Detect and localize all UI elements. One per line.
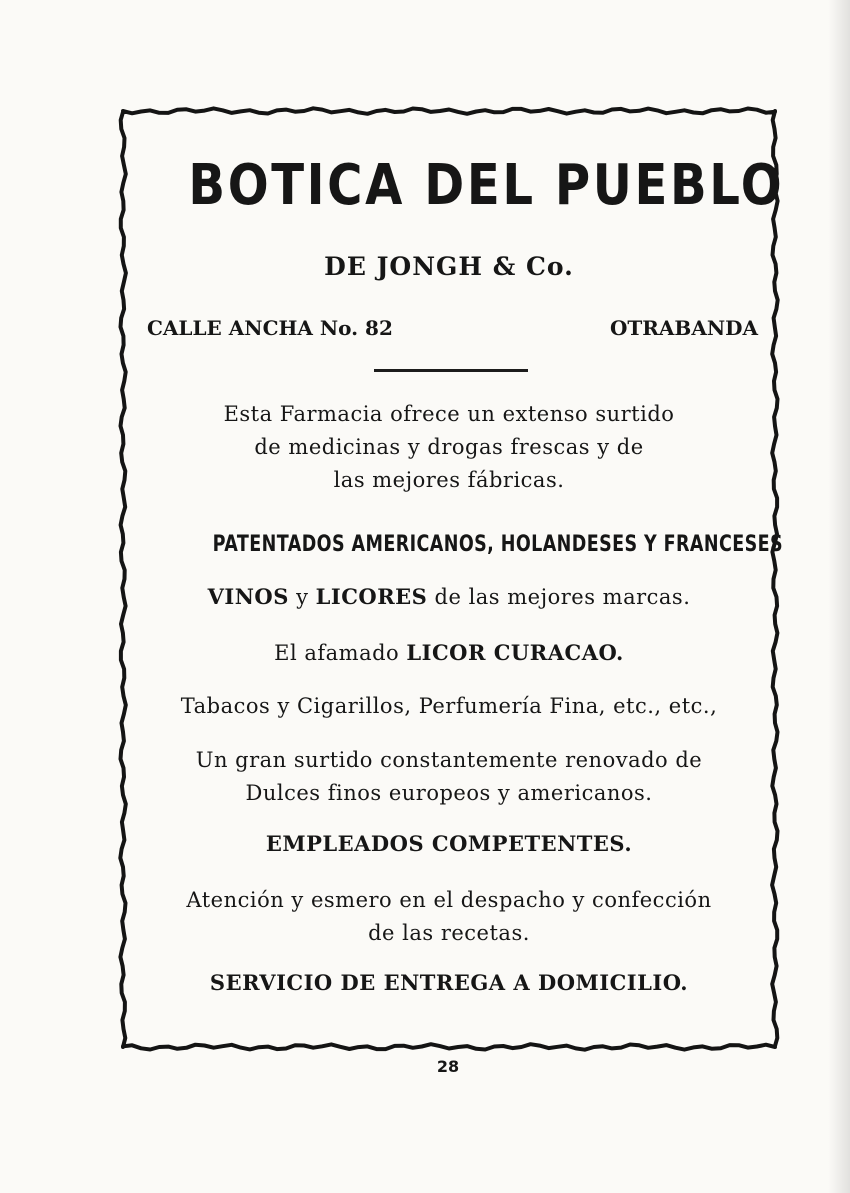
licor-line <box>146 640 752 665</box>
tabacos-line: Tabacos y Cigarillos, Perfumería Fina, etc., etc., <box>180 694 718 718</box>
address-street: CALLE ANCHA No. 82 <box>147 316 393 340</box>
vinos-and: y <box>288 585 316 609</box>
vinos-line <box>146 584 752 609</box>
page-number: 28 <box>436 1057 460 1076</box>
advertisement-content <box>118 106 785 1052</box>
divider-rule <box>374 369 528 372</box>
intro-line-1: Esta Farmacia ofrece un extenso surtido <box>223 402 675 426</box>
dulces-line-1: Un gran surtido constantemente renovado de <box>195 748 703 772</box>
atencion-paragraph <box>146 884 752 950</box>
advertisement-frame <box>118 106 785 1052</box>
ad-subtitle: DE JONGH & Co. <box>324 252 574 281</box>
licores-word: LICORES <box>315 584 428 609</box>
servicio-line: SERVICIO DE ENTREGA A DOMICILIO. <box>209 970 689 995</box>
dulces-line-2: Dulces finos europeos y americanos. <box>245 781 653 805</box>
atencion-line-1: Atención y esmero en el despacho y confección <box>186 888 712 912</box>
intro-line-3: las mejores fábricas. <box>333 468 565 492</box>
dulces-paragraph <box>146 744 752 810</box>
intro-line-2: de medicinas y drogas frescas y de <box>254 435 644 459</box>
intro-paragraph <box>146 398 752 497</box>
patentados-heading: PATENTADOS AMERICANOS, HOLANDESES Y FRANCESES <box>212 531 784 557</box>
empleados-line: EMPLEADOS COMPETENTES. <box>265 831 633 856</box>
atencion-line-2: de las recetas. <box>368 921 530 945</box>
address-district: OTRABANDA <box>609 316 758 340</box>
ad-title: BOTICA DEL PUEBLO <box>188 153 785 218</box>
vinos-word: VINOS <box>207 584 289 609</box>
licor-name: LICOR CURACAO. <box>406 640 624 665</box>
licor-intro: El afamado <box>274 641 407 665</box>
vinos-rest: de las mejores marcas. <box>427 585 691 609</box>
page-edge-shadow <box>828 0 850 1193</box>
